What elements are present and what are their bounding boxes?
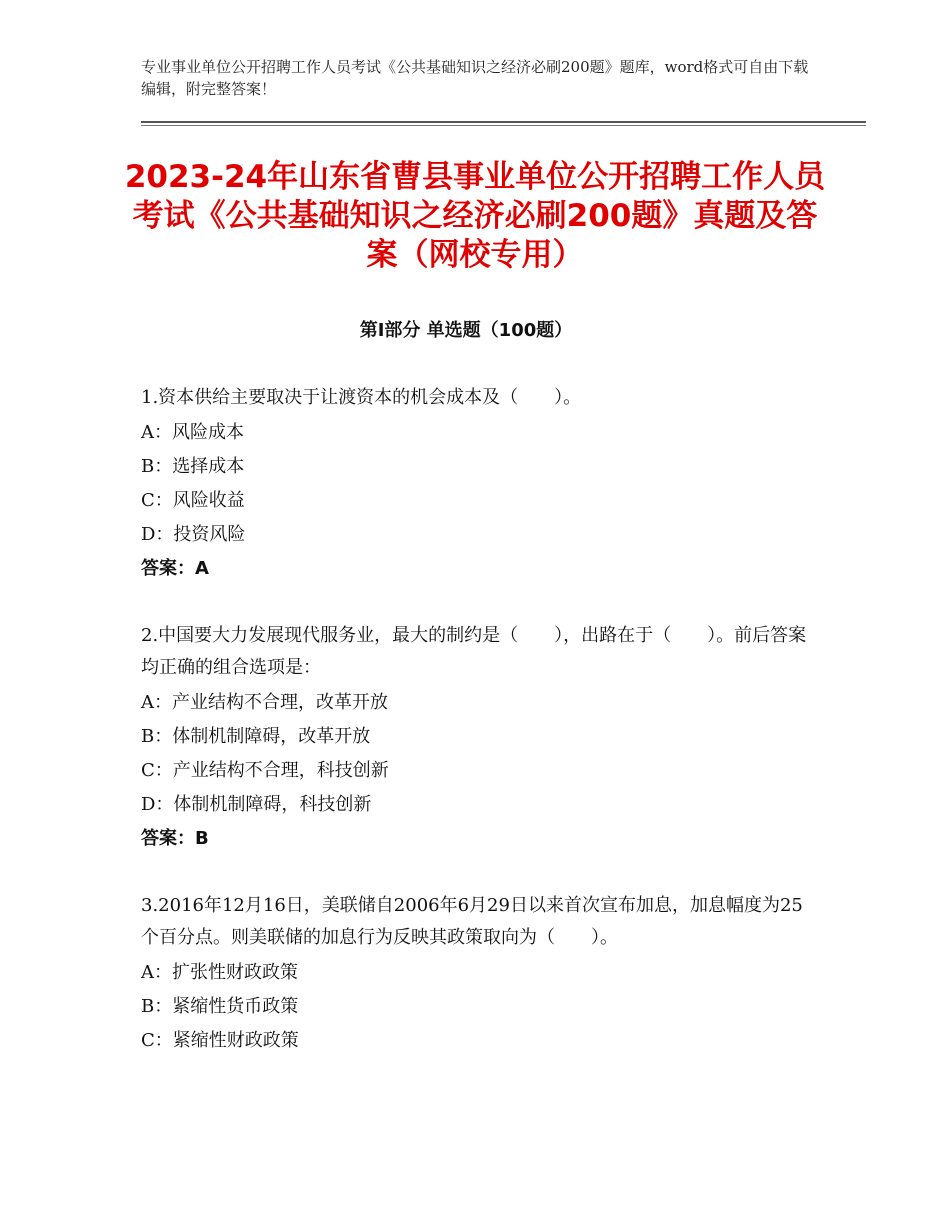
question-3 <box>141 888 811 1058</box>
question-list <box>141 380 811 1090</box>
question-stem: 2.中国要大力发展现代服务业，最大的制约是（ ），出路在于（ ）。前后答案均正确的组合选项是： <box>141 625 807 678</box>
question-stem: 1.资本供给主要取决于让渡资本的机会成本及（ ）。 <box>141 387 582 408</box>
option-a: A：产业结构不合理，改革开放 <box>141 692 388 713</box>
header-note: 专业事业单位公开招聘工作人员考试《公共基础知识之经济必刷200题》题库，word格式可自由下载编辑，附完整答案！ <box>141 58 809 98</box>
option-d: D：投资风险 <box>141 524 246 545</box>
option-c: C：产业结构不合理，科技创新 <box>141 760 389 781</box>
option-c: C：紧缩性财政政策 <box>141 1030 299 1051</box>
answer-line: 答案：B <box>141 828 209 849</box>
option-c: C：风险收益 <box>141 490 245 511</box>
answer-line: 答案：A <box>141 558 209 579</box>
document-title: 2023-24年山东省曹县事业单位公开招聘工作人员考试《公共基础知识之经济必刷200题》真题及答案（网校专用） <box>124 159 826 273</box>
section-heading: 第Ⅰ部分 单选题（100题） <box>359 320 573 341</box>
option-d: D：体制机制障碍，科技创新 <box>141 794 372 815</box>
question-1 <box>141 380 811 586</box>
header-rule-thick <box>141 121 866 123</box>
option-b: B：体制机制障碍，改革开放 <box>141 726 371 747</box>
option-a: A：扩张性财政政策 <box>141 962 298 983</box>
option-a: A：风险成本 <box>141 422 244 443</box>
question-stem: 3.2016年12月16日，美联储自2006年6月29日以来首次宣布加息，加息幅度为25个百分点。则美联储的加息行为反映其政策取向为（ ）。 <box>141 895 803 948</box>
header-rule-thin <box>141 125 866 126</box>
option-b: B：选择成本 <box>141 456 245 477</box>
option-b: B：紧缩性货币政策 <box>141 996 299 1017</box>
question-2 <box>141 618 811 856</box>
